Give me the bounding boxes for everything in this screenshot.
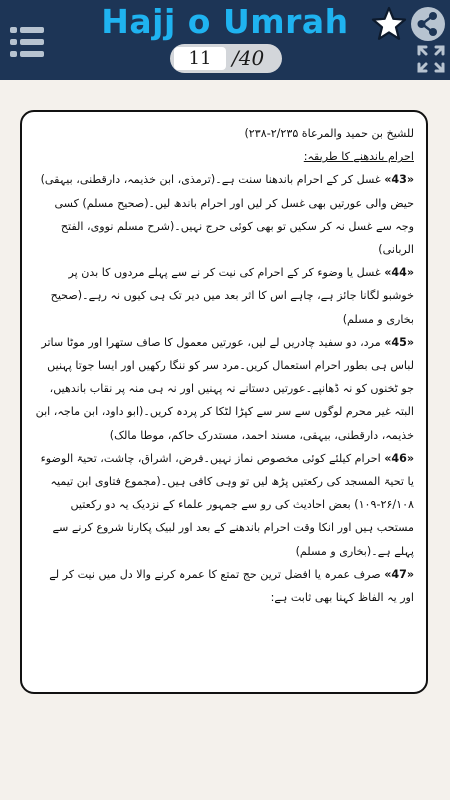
paragraph-44 bbox=[34, 261, 414, 331]
app-title: Hajj o Umrah bbox=[101, 2, 349, 41]
paragraph-number: «43» bbox=[384, 173, 414, 187]
paragraph-text: غسل یا وضوء کر کے احرام کی نیت کر نے سے پہلے مردوں کا بدن پر خوشبو لگانا جائز ہے، چاہے اس کا اثر بعد میں دیر تک ہی کیوں نہ رہے۔(صحیح بخاری و مسلم) bbox=[50, 266, 414, 326]
paragraph-text: احرام کیلئے کوئی مخصوص نماز نہیں۔فرض، اشراق، چاشت، تحیۃ الوضوء یا تحیۃ المسجد کی رکعتیں پڑھ لیں تو وہی کافی ہیں۔(مجموع فتاوی ابن تیمیہ ۲۶/۱۰۸-۱۰۹) بعض احادیث کی رو سے جمہور علماء کے نزدیک یہ دو رکعتیں مستحب ہیں اور انکا وقت احرام باندھنے کے بعد اور لبیک پکارنا شروع کرنے سے پہلے ہے۔(بخاری و مسلم) bbox=[40, 451, 414, 558]
paragraph-number: «46» bbox=[384, 451, 414, 465]
paragraph-text: صرف عمرہ یا افضل ترین حج تمتع کا عمرہ کرنے والا دل میں نیت کر لے اور یہ الفاظ کہنا بھی ثابت ہے: bbox=[49, 567, 414, 605]
expand-icon[interactable] bbox=[416, 44, 446, 74]
menu-icon[interactable] bbox=[10, 27, 44, 57]
paragraph-text: مرد، دو سفید چادریں لے لیں، عورتیں معمول کا صاف ستھرا اور موٹا ساتر لباس ہی بطور احرام استعمال کریں۔مرد سر کو ننگا رکھیں اور ایسا جوتا پہنیں جو ٹخنوں کو نہ ڈھانپے۔عورتیں دستانے نہ پہنیں اور نہ ہی منہ پر نقاب باندھیں، البتہ غیر محرم لوگوں سے سر سے کپڑا لٹکا کر پردہ کریں۔(ابو داود، ابن ماجہ، ابن خذیمہ، دارقطنی، بیہقی، مسند احمد، مستدرک حاکم، موطا مالک) bbox=[35, 335, 414, 442]
paragraph-45 bbox=[34, 331, 414, 447]
star-icon[interactable] bbox=[371, 6, 407, 42]
app-header bbox=[0, 0, 450, 80]
page-indicator bbox=[170, 44, 282, 73]
share-icon[interactable] bbox=[408, 4, 448, 44]
paragraph-47 bbox=[34, 563, 414, 609]
paragraph-number: «47» bbox=[384, 567, 414, 581]
paragraph-text: غسل کر کے احرام باندھنا سنت ہے۔(ترمذی، ابن خذیمہ، دارقطنی، بیہقی) حیض والی عورتیں بھی غسل کر لیں اور احرام باندھ لیں۔(صحیح مسلم) کسی وجہ سے غسل نہ کر سکیں تو بھی کوئی حرج نہیں۔(شرح مسلم نووی، الفتح الربانی) bbox=[40, 173, 414, 257]
paragraph-number: «45» bbox=[384, 335, 414, 349]
content-card bbox=[20, 110, 428, 694]
paragraph-number: «44» bbox=[384, 266, 414, 280]
paragraph-46 bbox=[34, 447, 414, 563]
section-title: احرام باندھنے کا طریقہ: bbox=[303, 150, 414, 164]
page-total: /40 bbox=[232, 46, 265, 70]
source-reference: للشیخ بن حمید والمرعاة ۲/۲۳۵-۲۳۸) bbox=[244, 127, 414, 140]
paragraph-43 bbox=[34, 168, 414, 261]
page-number-input[interactable] bbox=[174, 47, 226, 70]
page-content bbox=[34, 122, 414, 688]
